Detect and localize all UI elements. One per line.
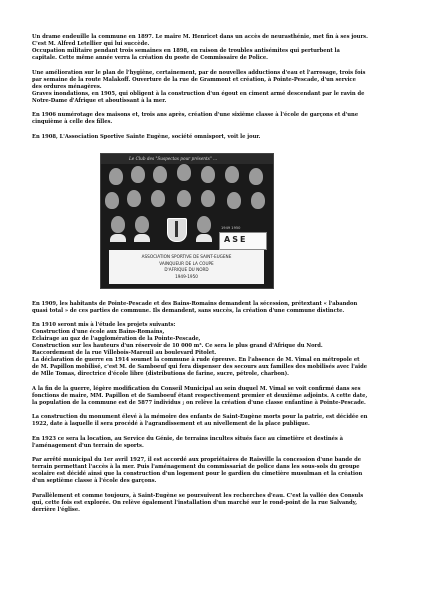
paragraph-1897 (32, 34, 394, 62)
text-line: En 1906 numérotage des maisons et, trois ans après, création d'une sixième classe à l'école de garçons et d'une (32, 112, 359, 118)
club-logo (219, 232, 267, 250)
text-line: Eclairage au gaz de l'agglomération de la Pointe-Pescade, (32, 336, 201, 342)
player-portrait (177, 164, 191, 181)
paragraph-1908 (32, 134, 394, 141)
text-line: par semaine de la route Malakoff. Ouverture de la rue de Grammont et création, à Pointe-Pescade, d'un service (32, 76, 356, 83)
text-line: Occupation militaire pendant trois semaines en 1898, en raison de troubles antisémites qui perturbent la (32, 48, 340, 54)
text-line: l'aménagement d'un terrain de sports. (32, 442, 144, 449)
text-line: A la fin de la guerre, légère modification du Conseil Municipal au sein duquel M. Vimal se voit confirmé dans ses (32, 385, 361, 392)
text-line: La construction du monument élevé à la mémoire des enfants de Saint-Eugène morts pour la patrie, est décidée en (32, 414, 368, 420)
player-portrait (225, 166, 239, 183)
text-line: la population de la commune est de 5877 individus ; on relève la création d'une classe enfantine à Pointe-Pescade. (32, 399, 366, 406)
text-line: Construction d'une école aux Bains-Romains, (32, 329, 165, 335)
photo-plate (109, 250, 264, 284)
text-line: d'un septième classe à l'école des garçons. (32, 478, 157, 484)
paragraph-1927 (32, 457, 394, 485)
paragraph-hygiene (32, 70, 394, 105)
plate-line: 1949-1950 (175, 273, 198, 279)
text-line: des ordures ménagères. (32, 83, 102, 90)
player-portrait (153, 166, 167, 183)
club-logo-text: ASE (224, 234, 248, 244)
text-line: Parallèlement et comme toujours, à Saint-Eugène se poursuivent les recherches d'eau. C'est la vallée des Consuls (32, 492, 364, 499)
paragraph-water (32, 493, 394, 514)
text-line: C'est M. Alfred Letellier qui lui succède. (32, 41, 150, 47)
photo-dates: 1949 1950 (221, 225, 241, 230)
text-line: terrain permettant l'accès à la mer. Puis l'aménagement du commissariat de police dans les sous-sols du groupe (32, 464, 360, 470)
player-portrait (109, 168, 123, 185)
player-portrait (131, 166, 145, 183)
player-shirt (110, 234, 126, 242)
paragraph-1906 (32, 112, 394, 126)
plate-line: ASSOCIATION SPORTIVE DE SAINT-EUGENE (141, 253, 232, 259)
text-line: de M. Papillon mobilisé, c'est M. de Samboeuf qui fera dispenser des secours aux familles des mobilisés avec l'aide (32, 364, 368, 370)
text-line: cinquième à celle des filles. (32, 119, 113, 125)
text-line: Un drame endeuille la commune en 1897. Le maire M. Henricet dans un accès de neurasthénie, met fin à ses jours. (32, 34, 368, 40)
club-crest (167, 218, 187, 242)
text-line: fonctions de maire, MM. Papillon et de Samboeuf étant respectivement premier et deuxième adjoints. A cette date, (32, 392, 368, 399)
paragraph-after-war (32, 386, 394, 407)
text-line: La déclaration de guerre en 1914 soumet la commune à rude épreuve. En l'absence de M. Vimal en métropole et (32, 357, 360, 363)
text-line: scolaire est décidé ainsi que la construction d'un logement pour le gardien du cimetière musulman et la création (32, 471, 363, 477)
paragraph-1923 (32, 436, 394, 450)
text-line: Une amélioration sur le plan de l'hygiène, certainement, par de nouvelles adductions d'eau et l'arrosage, trois fois (32, 69, 366, 76)
text-line: En 1910 seront mis à l'étude les projets suivants: (32, 322, 176, 328)
text-line: Raccordement de la rue Villebois-Mareuil au boulevard Pitolet. (32, 350, 217, 356)
text-line: En 1908, L'Association Sportive Sainte Eugène, société omnisport, voit le jour. (32, 133, 261, 140)
player-portrait (177, 190, 191, 207)
text-line: En 1909, les habitants de Pointe-Pescade et des Bains-Romains demandent la sécession, prétextant « l'abandon (32, 300, 358, 307)
text-line: Graves inondations, en 1905, qui obligent à la construction d'un égout en ciment armé descendant par le ravin de (32, 90, 365, 97)
player-portrait (227, 192, 241, 209)
player-portrait (201, 166, 215, 183)
text-line: Par arrêté municipal du 1er avril 1927, il est accordé aux propriétaires de Raïsville la concession d'une bande de (32, 457, 362, 463)
player-portrait (251, 192, 265, 209)
photo-caption-top: Le Club des "Suspectas pour présents" ... (129, 155, 218, 161)
player-shirt (134, 234, 150, 242)
text-line: quasi total » de ces parties de commune. Ils demandent, sans succès, la création d'une commune distincte. (32, 307, 345, 314)
text-line: Notre-Dame d'Afrique et aboutissant à la mer. (32, 97, 167, 104)
player-shirt (196, 234, 212, 242)
document-page (32, 34, 394, 521)
player-portrait (135, 216, 149, 233)
player-portrait (111, 216, 125, 233)
text-line: 1922, date à laquelle il sera procédé à l'agrandissement et au nivellement de la place publique. (32, 421, 310, 427)
plate-line: D'AFRIQUE DU NORD (164, 266, 209, 272)
text-line: qui, cette fois est explorée. On relève également l'installation d'un marché sur le rond-point de la rue Salvandy, (32, 499, 358, 506)
player-portrait (197, 216, 211, 233)
player-portrait (249, 168, 263, 185)
team-photo (100, 153, 274, 289)
player-portrait (105, 192, 119, 209)
text-line: Construction sur les hauteurs d'un réservoir de 10 000 m³. Ce sera le plus grand d'Afrique du Nord. (32, 343, 323, 349)
paragraph-1922 (32, 414, 394, 428)
text-line: capitale. Cette même année verra la création du poste de Commissaire de Police. (32, 55, 268, 61)
text-line: de Mlle Tomas, directrice d'école libre (distributions de farine, sucre, pétrole, charbon). (32, 371, 289, 377)
paragraph-1909 (32, 301, 394, 315)
player-portrait (151, 190, 165, 207)
text-line: derrière l'église. (32, 506, 80, 513)
paragraph-1910 (32, 322, 394, 378)
plate-line: VAINQUEUR DE LA COUPE (159, 260, 214, 266)
player-portrait (201, 190, 215, 207)
player-portrait (127, 190, 141, 207)
text-line: En 1923 ce sera la location, au Service du Génie, de terrains incultes situés face au cimetière et destinés à (32, 435, 343, 442)
